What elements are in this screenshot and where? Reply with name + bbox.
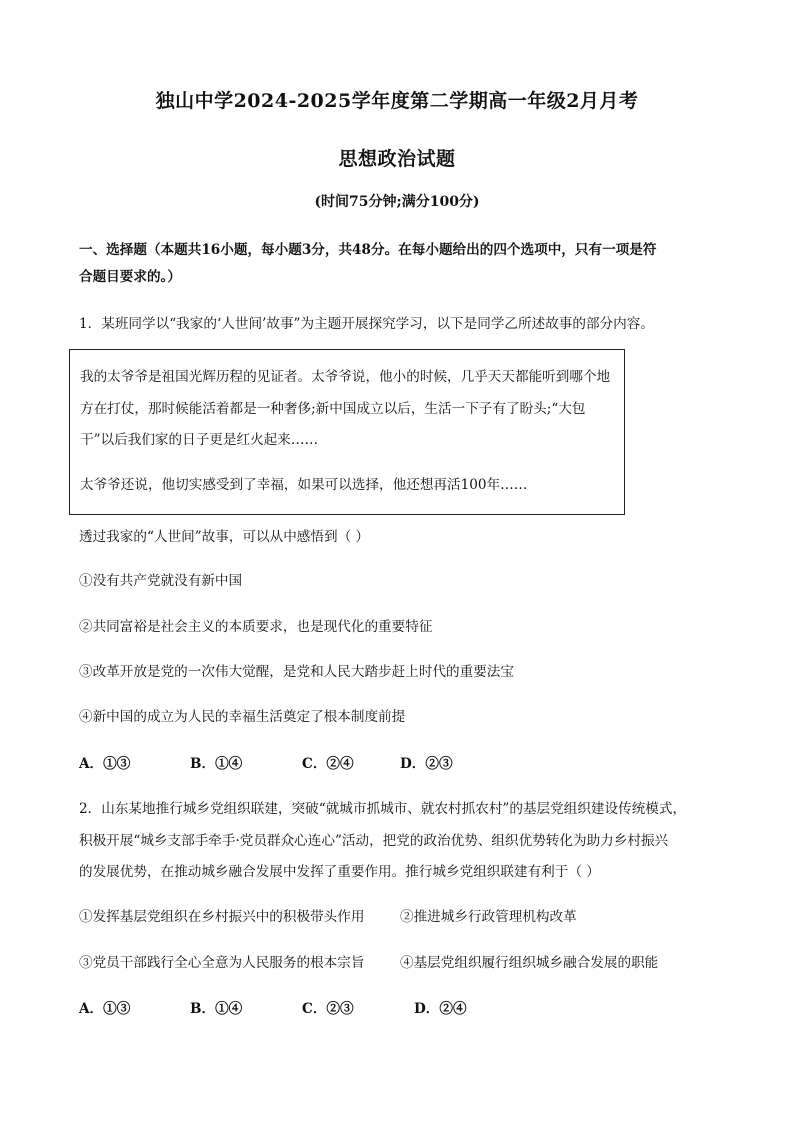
q2-stem-line: 积极开展“城乡支部手牵手·党员群众心连心”活动，把党的政治优势、组织优势转化为助力乡村振兴 [79,833,669,849]
q2-statement: ①发挥基层党组织在乡村振兴中的积极带头作用 [79,909,365,925]
q2-choice-b[interactable]: B．①④ [190,1001,243,1017]
q1-statement: ②共同富裕是社会主义的本质要求，也是现代化的重要特征 [79,619,433,635]
q2-statement: ③党员干部践行全心全意为人民服务的根本宗旨 [79,955,365,971]
q2-statement: ②推进城乡行政管理机构改革 [400,909,577,925]
q1-choice-c[interactable]: C．②④ [302,756,354,772]
q1-material-line: 干”以后我们家的日子更是红火起来…… [80,432,319,448]
q1-choice-a[interactable]: A．①③ [79,756,131,772]
q1-material-box [69,349,625,515]
section-heading-line-1: 一、选择题（本题共16小题，每小题3分，共48分。在每小题给出的四个选项中，只有一项是符 [79,242,657,258]
q2-statement: ④基层党组织履行组织城乡融合发展的职能 [400,955,659,971]
section-heading-line-2: 合题目要求的。） [79,269,181,285]
q1-material-line: 方在打仗，那时候能活着都是一种奢侈;新中国成立以后，生活一下子有了盼头;“大包 [80,401,586,417]
q1-material-line: 太爷爷还说，他切实感受到了幸福，如果可以选择，他还想再活100年…… [80,477,528,493]
q1-stem: 1．某班同学以“我家的‘人世间’故事”为主题开展探究学习，以下是同学乙所述故事的部分内容。 [79,316,654,332]
q1-choice-d[interactable]: D．②③ [400,756,453,772]
q2-choice-c[interactable]: C．②③ [302,1001,354,1017]
q1-statement: ④新中国的成立为人民的幸福生活奠定了根本制度前提 [79,709,406,725]
q1-prompt: 透过我家的“人世间”故事，可以从中感悟到（ ） [79,529,370,545]
q1-choice-b[interactable]: B．①④ [190,756,243,772]
exam-meta: (时间75分钟;满分100分) [314,194,480,210]
q2-choice-a[interactable]: A．①③ [79,1001,131,1017]
exam-title: 独山中学2024-2025学年度第二学期高一年级2月月考 [155,90,639,112]
q2-choice-d[interactable]: D．②④ [414,1001,467,1017]
q2-stem-line: 2．山东某地推行城乡党组织联建，突破“就城市抓城市、就农村抓农村”的基层党组织建设传统模式， [79,801,687,817]
q1-material-line: 我的太爷爷是祖国光辉历程的见证者。太爷爷说，他小的时候，几乎天天都能听到哪个地 [80,369,611,385]
q1-statement: ①没有共产党就没有新中国 [79,573,243,589]
exam-subject: 思想政治试题 [338,148,456,170]
q1-statement: ③改革开放是党的一次伟大觉醒，是党和人民大踏步赶上时代的重要法宝 [79,664,514,680]
q2-stem-line: 的发展优势，在推动城乡融合发展中发挥了重要作用。推行城乡党组织联建有利于（ ） [79,864,600,880]
